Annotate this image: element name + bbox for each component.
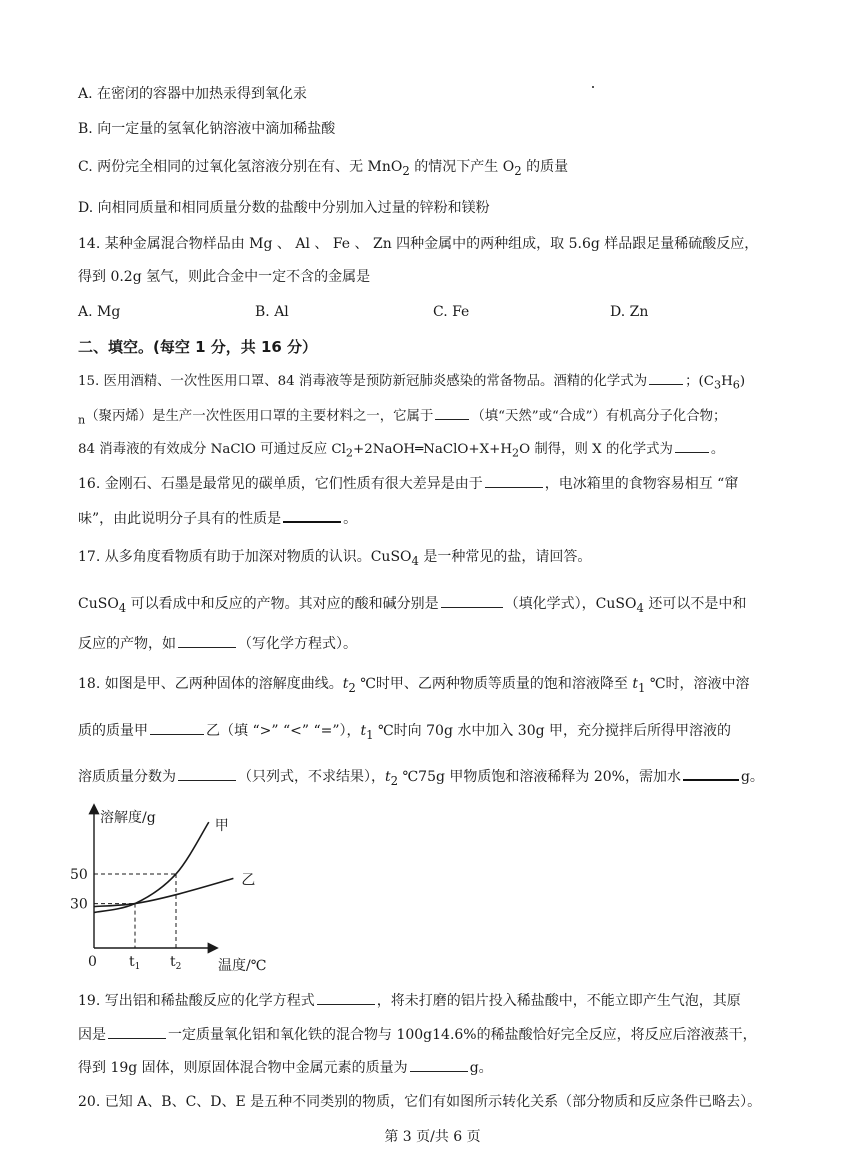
text: ℃75g 甲物质饱和溶液稀释为 20%，需加水 (398, 769, 681, 785)
text: 84 消毒液的有效成分 NaClO 可通过反应 Cl (78, 442, 346, 457)
text: ，将未打磨的铝片投入稀盐酸中，不能立即产生气泡，其原 (376, 993, 741, 1009)
text: （填化学式），CuSO (504, 596, 637, 612)
page-footer: 第 3 页/共 6 页 (384, 1129, 481, 1145)
answer-blank (485, 473, 543, 488)
text: CuSO (78, 596, 119, 612)
text: 。 (710, 442, 725, 457)
text: 乙（填 “>” “<” “=”）， (206, 723, 361, 739)
text: C. 两份完全相同的过氧化氢溶液分别在有、无 MnO (78, 159, 403, 175)
text: H (721, 374, 733, 389)
q14-option-a: A. Mg (78, 304, 121, 320)
text: 17. 从多角度看物质有助于加深对物质的认识。CuSO (78, 549, 412, 565)
origin-label: 0 (88, 954, 97, 970)
text: 还可以不是中和 (643, 596, 747, 612)
answer-blank (683, 765, 739, 781)
q14-line-2: 得到 0.2g 氢气，则此合金中一定不含的金属是 (78, 269, 371, 285)
series-label-jia: 甲 (214, 818, 229, 835)
answer-blank (178, 766, 236, 781)
subscript: 2 (512, 446, 520, 460)
answer-blank (435, 405, 469, 420)
q14-option-d: D. Zn (610, 304, 649, 320)
q15-line-2 (78, 405, 726, 431)
y-tick-label: 30 (70, 896, 88, 913)
answer-blank (108, 1024, 166, 1039)
subscript: 2 (348, 680, 356, 695)
q18-line-1 (78, 674, 750, 698)
y-tick-label: 50 (70, 866, 88, 883)
x-tick-label: $t_1$ (129, 954, 141, 972)
text: 反应的产物，如 (78, 636, 176, 652)
answer-blank (283, 507, 341, 523)
q13-option-a: A. 在密闭的容器中加热汞得到氧化汞 (78, 86, 308, 102)
q13-option-c (78, 157, 568, 181)
q19-line-3 (78, 1057, 493, 1078)
text: ) (739, 374, 746, 389)
scan-speck (592, 86, 594, 88)
q19-line-2 (78, 1024, 757, 1045)
text: （聚丙烯）是生产一次性医用口罩的主要材料之一，它属于 (85, 409, 434, 424)
subscript: 2 (402, 163, 410, 178)
answer-blank (317, 990, 375, 1005)
text: O 制得，则 X 的化学式为 (519, 442, 673, 457)
text: （填“天然”或“合成”）有机高分子化合物； (471, 409, 727, 424)
subscript: 4 (636, 600, 644, 615)
text: 质的质量甲 (78, 723, 148, 739)
text: （只列式，不求结果）， (238, 769, 385, 785)
text: ℃时向 70g 水中加入 30g 甲，充分搅拌后所得甲溶液的 (373, 723, 732, 739)
text: g。 (740, 769, 764, 785)
q17-line-2 (78, 593, 746, 618)
text: （写化学方程式）。 (238, 636, 357, 652)
subscript: 2 (390, 773, 399, 788)
text: 15. 医用酒精、一次性医用口罩、84 消毒液等是预防新冠肺炎感染的常备物品。酒精的化学式为 (78, 374, 648, 389)
text: +2NaOH═NaClO+X+H (353, 442, 513, 457)
text: 18. 如图是甲、乙两种固体的溶解度曲线。 (78, 676, 343, 692)
answer-blank (150, 720, 204, 735)
subscript: 4 (411, 553, 419, 568)
subscript: 1 (366, 727, 374, 742)
subscript: 4 (118, 600, 127, 615)
text: 的情况下产生 O (409, 159, 515, 175)
text: ，电冰箱里的食物容易相互 “窜 (544, 476, 739, 492)
subscript: 2 (514, 163, 522, 178)
subscript: 2 (345, 446, 353, 460)
answer-blank (649, 370, 683, 385)
text: 味”，由此说明分子具有的性质是 (78, 511, 282, 527)
x-axis-label: 温度/℃ (218, 958, 267, 974)
q17-line-1 (78, 547, 591, 571)
subscript: n (78, 413, 86, 427)
section-heading: 二、填空。(每空 1 分，共 16 分） (78, 338, 318, 356)
answer-blank (410, 1057, 468, 1072)
answer-blank (178, 633, 236, 648)
text: 。 (343, 511, 358, 527)
solubility-chart (66, 800, 296, 975)
y-axis-label: 溶解度/g (100, 810, 156, 826)
text: 可以看成中和反应的产物。其对应的酸和碱分别是 (126, 596, 439, 612)
text: ；(C (685, 374, 714, 389)
q14-option-b: B. Al (255, 304, 289, 320)
q16-line-1 (78, 473, 738, 494)
answer-blank (675, 438, 709, 453)
text: 一定质量氧化铝和氧化铁的混合物与 100g14.6%的稀盐酸恰好完全反应，将反应后溶液蒸干， (168, 1027, 757, 1043)
text: ℃时，溶液中溶 (645, 676, 750, 692)
q15-line-3 (78, 438, 724, 464)
q17-line-3 (78, 633, 357, 654)
text: 得到 19g 固体，则原固体混合物中金属元素的质量为 (78, 1060, 408, 1076)
q18-line-2 (78, 720, 731, 745)
q18-line-3 (78, 765, 764, 791)
variable: t (342, 676, 349, 692)
text: 溶质质量分数为 (78, 769, 176, 785)
text: 19. 写出铝和稀盐酸反应的化学方程式 (78, 993, 315, 1009)
q16-line-2 (78, 507, 357, 529)
subscript: 1 (637, 680, 646, 695)
text: g。 (469, 1060, 493, 1076)
answer-blank (441, 593, 503, 608)
q13-option-b: B. 向一定量的氢氧化钠溶液中滴加稀盐酸 (78, 121, 336, 137)
variable: t (385, 769, 391, 785)
q20-line-1: 20. 已知 A、B、C、D、E 是五种不同类别的物质，它们有如图所示转化关系（部分物质和反应条件已略去）。 (78, 1094, 762, 1110)
series-label-yi: 乙 (241, 872, 256, 889)
subscript: 6 (732, 378, 740, 392)
variable: t (360, 723, 367, 739)
x-tick-label: $t_2$ (170, 954, 182, 972)
q13-option-d: D. 向相同质量和相同质量分数的盐酸中分别加入过量的锌粉和镁粉 (78, 200, 490, 216)
variable: t (632, 676, 638, 692)
text: 16. 金刚石、石墨是最常见的碳单质，它们性质有很大差异是由于 (78, 476, 483, 492)
series-curve-yi (94, 878, 233, 906)
q14-option-c: C. Fe (433, 304, 470, 320)
q19-line-1 (78, 990, 741, 1011)
text: ℃时甲、乙两种物质等质量的饱和溶液降至 (355, 676, 633, 692)
series-curve-jia (94, 822, 209, 912)
q15-line-1 (78, 370, 745, 396)
subscript: 3 (713, 378, 722, 392)
text: 因是 (78, 1027, 106, 1043)
text: 是一种常见的盐，请回答。 (418, 549, 592, 565)
q14-line-1: 14. 某种金属混合物样品由 Mg 、 Al 、 Fe 、 Zn 四种金属中的两种组成，取 5.6g 样品跟足量稀硫酸反应， (78, 236, 759, 252)
text: 的质量 (521, 159, 569, 175)
